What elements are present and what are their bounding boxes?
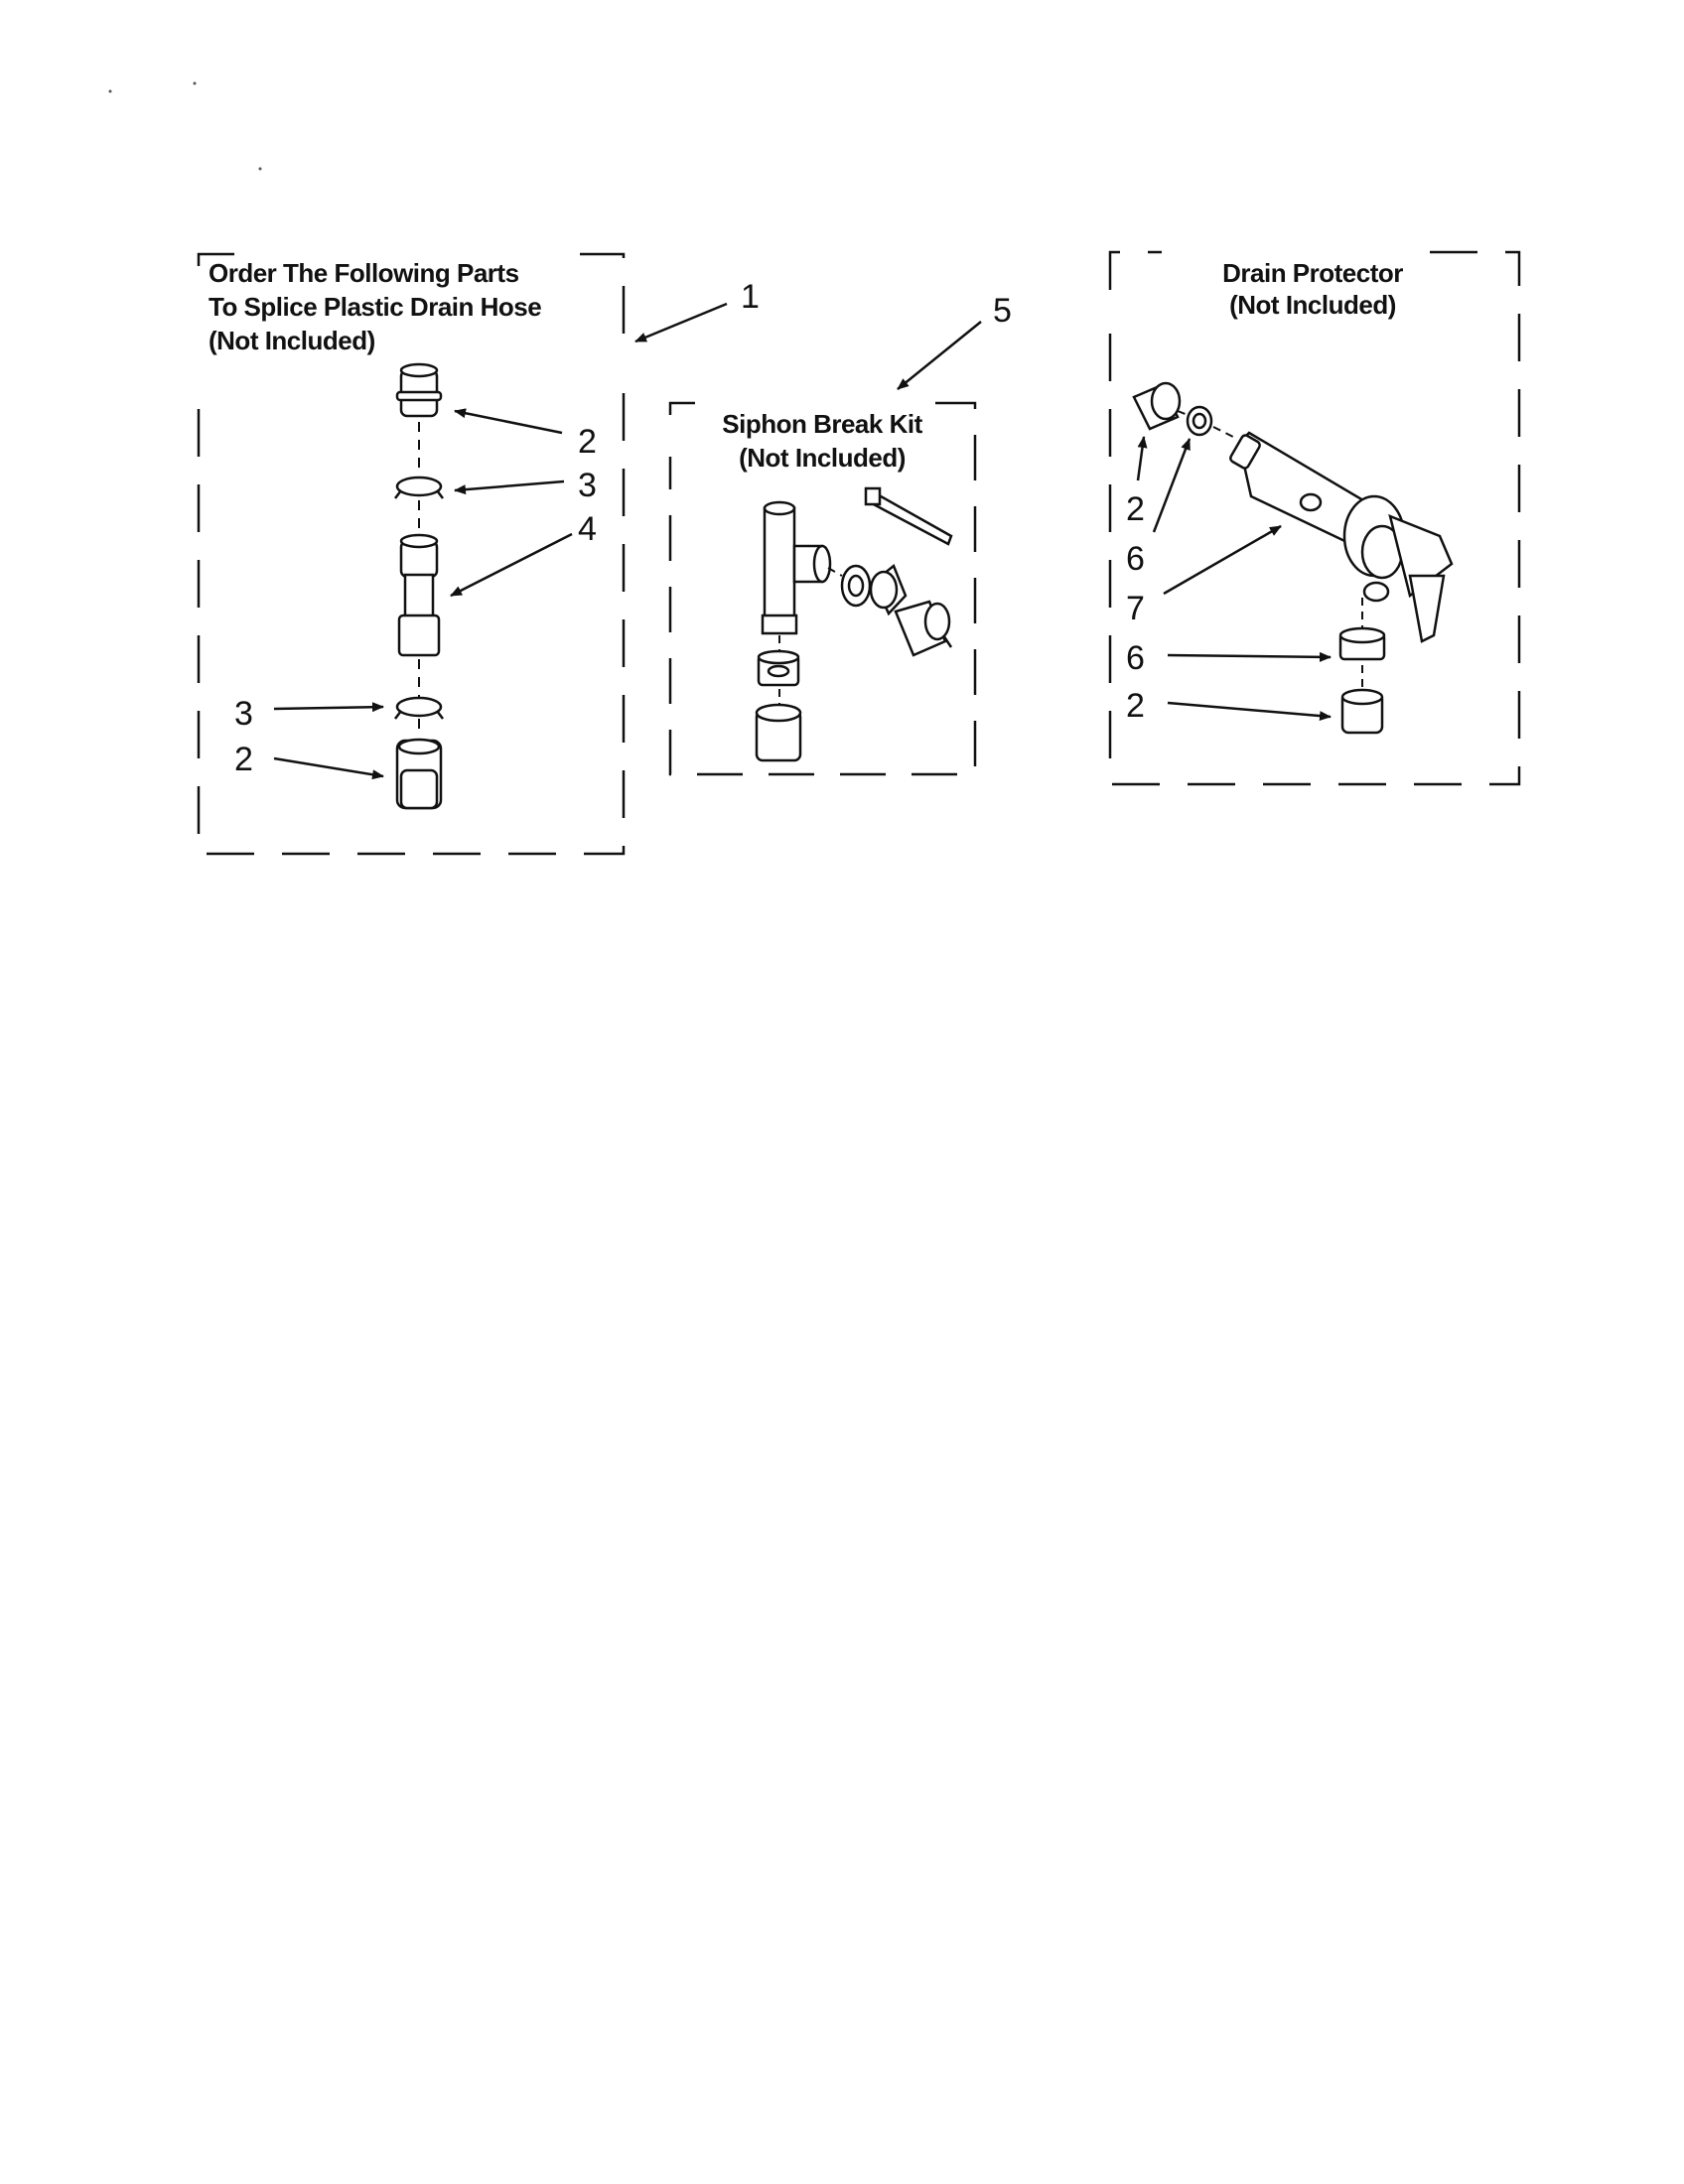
callout-splice-3-bottom: 3 [234,695,253,733]
callout-splice-2-top: 2 [578,423,597,461]
callout-splice-4: 4 [578,510,597,548]
siphon-tee [763,502,830,633]
splice-coupling-top [397,364,441,416]
arrow-splice-2-bottom [274,758,383,776]
dp-nut-bottom [1340,628,1384,659]
drain-protector-parts [1134,383,1452,733]
callout-dp-6-top: 6 [1126,540,1145,578]
callout-dp-2-top: 2 [1126,490,1145,528]
callout-dp-7: 7 [1126,590,1145,627]
arrow-5 [898,322,981,389]
arrow-dp-7 [1164,526,1281,594]
arrow-splice-4 [451,534,572,596]
siphon-parts [757,488,951,760]
splice-clamp-top [395,478,443,498]
callout-dp-2-bottom: 2 [1126,687,1145,725]
arrow-dp-6-top [1154,439,1190,532]
callout-1: 1 [741,278,760,316]
siphon-nut-right [842,566,870,606]
arrow-dp-2-bottom [1168,703,1331,717]
siphon-title-line-2: (Not Included) [739,443,906,473]
splice-title-line-1: Order The Following Parts [209,258,519,288]
siphon-cable-tie [866,488,951,544]
siphon-coupling-bottom [757,705,800,760]
callout-dp-6-bottom: 6 [1126,639,1145,677]
dp-coupling-bottom [1342,690,1382,733]
arrow-dp-2-top [1138,437,1144,480]
dp-nut-top [1188,407,1211,435]
splice-title-line-3: (Not Included) [209,326,375,355]
callout-splice-2-bottom: 2 [234,741,253,778]
siphon-nut-bottom [759,651,798,685]
splice-connector [399,535,439,655]
drain-protector-title-line-1: Drain Protector [1222,258,1403,288]
callout-5: 5 [993,292,1012,330]
scan-specks [109,82,262,171]
splice-title-line-2: To Splice Plastic Drain Hose [209,292,542,322]
siphon-coupling-right [896,602,951,655]
dp-coupling-top [1134,383,1180,429]
arrow-dp-6-bottom [1168,655,1331,657]
splice-clamp-bottom [395,698,443,719]
callout-splice-3-top: 3 [578,467,597,504]
arrow-splice-3-bottom [274,707,383,709]
arrow-splice-2-top [455,411,562,433]
siphon-cap-right [871,566,906,614]
arrow-splice-3-top [455,481,564,490]
splice-coupling-bottom [397,740,441,808]
siphon-title-line-1: Siphon Break Kit [722,409,922,439]
arrow-1 [635,304,727,341]
drain-protector-title-line-2: (Not Included) [1229,290,1396,320]
